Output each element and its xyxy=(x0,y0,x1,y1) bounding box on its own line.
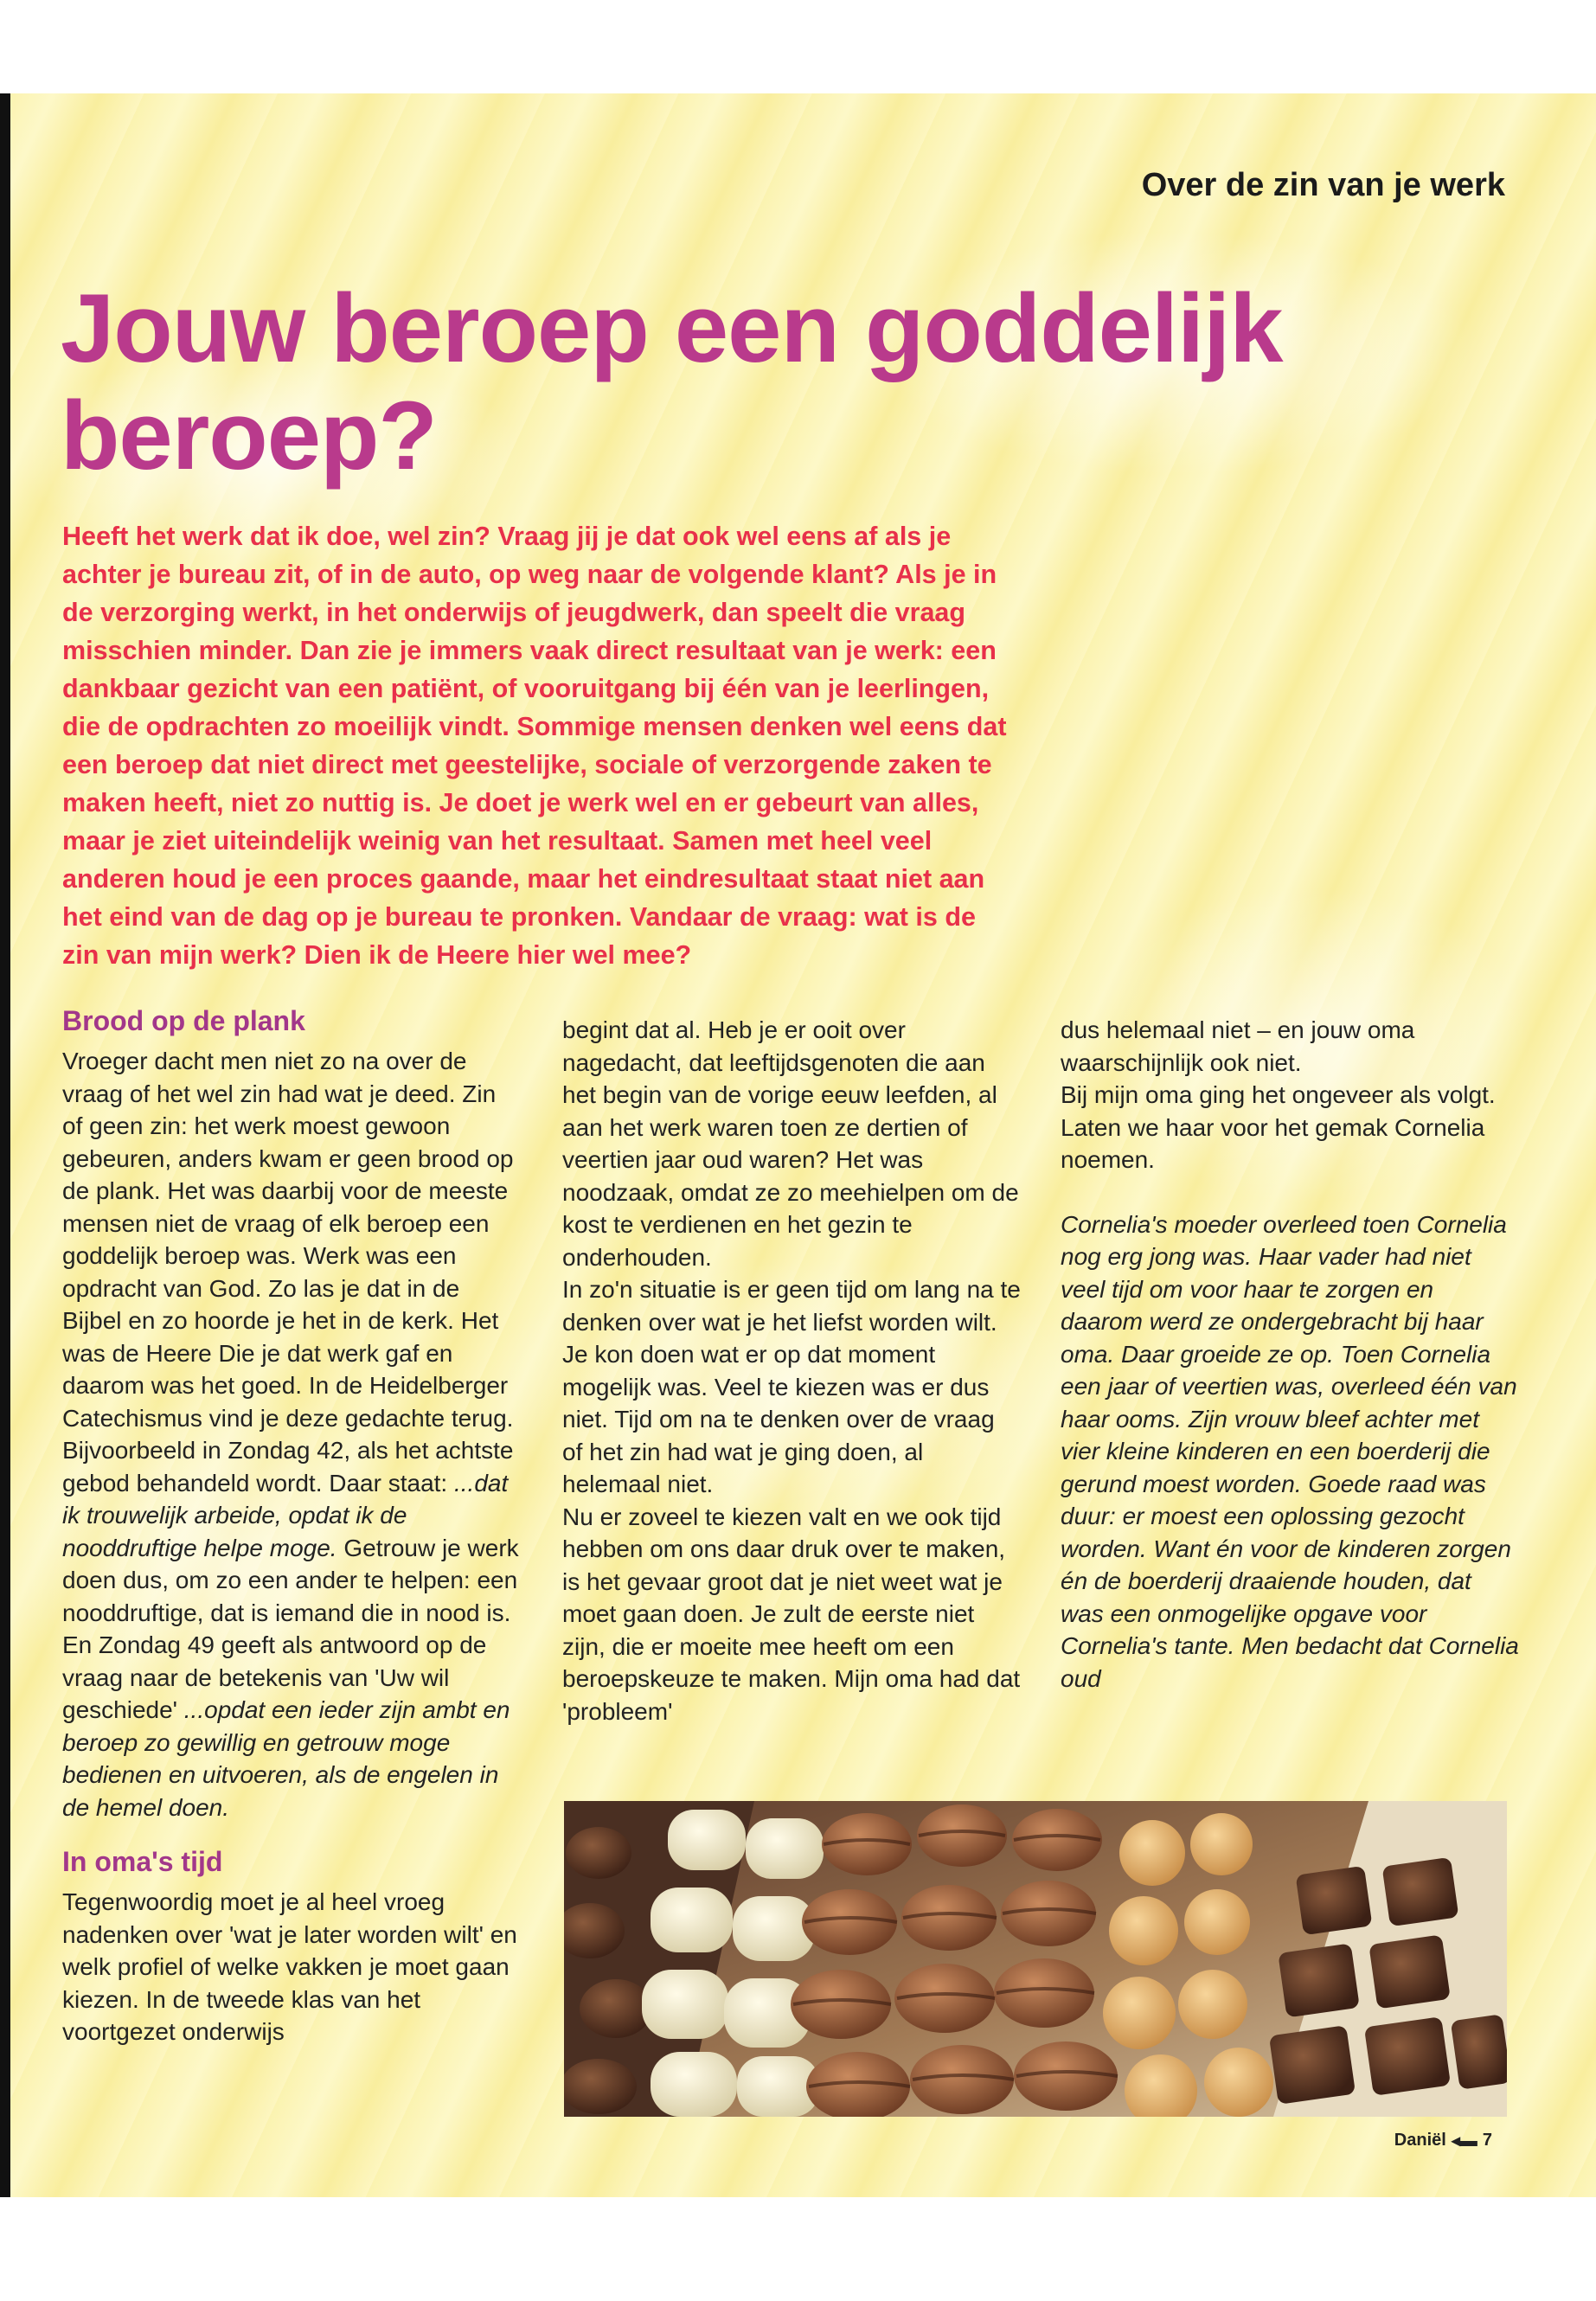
text-span: Getrouw je werk doen dus, om zo een ander te helpen: een nooddruftige, dat is iemand die in nood is. En Zondag 49 geeft als antwoord op de vraag naar de betekenis van 'Uw wil geschiede' xyxy=(62,1534,519,1723)
page-edge-shadow xyxy=(0,93,10,2197)
article-title: Jouw beroep een goddelijk beroep? xyxy=(61,274,1283,490)
paragraph: Nu er zoveel te kiezen valt en we ook tijd hebben om ons daar druk over te maken, is het gevaar groot dat je niet weet wat je moet gaan doen. Je zult de eerste niet zijn, die er moeite mee heeft om een beroepskeuze te maken. Mijn oma had dat 'probleem' xyxy=(562,1503,1021,1725)
quote: ...opdat een ieder zijn ambt en beroep zo gewillig en getrouw moge bedienen en uitvoeren, als de engelen in de hemel doen. xyxy=(62,1696,510,1821)
quote: ...dat ik trouwelijk arbeide, opdat ik de nooddruftige helpe moge. xyxy=(62,1469,509,1561)
column-2 xyxy=(562,1014,1021,1727)
chocolates-photo xyxy=(564,1801,1507,2117)
section-heading-brood: Brood op de plank xyxy=(62,1005,305,1036)
paragraph xyxy=(1061,1208,1519,1695)
paragraph: In zo'n situatie is er geen tijd om lang na te denken over wat je het liefst worden wilt. Je kon doen wat er op dat moment mogelijk was. Veel te kiezen was er dus niet. Tijd om na te denken over de vraag of het zin had wat je ging doen, al helemaal niet. xyxy=(562,1276,1021,1497)
article-lead: Heeft het werk dat ik doe, wel zin? Vraag jij je dat ook wel eens af als je achter je bureau zit, of in de auto, op weg naar de volgende klant? Als je in de verzorging werkt, in het onderwijs of jeugdwerk, dan speelt die vraag misschien minder. Dan zie je immers vaak direct resultaat van je werk: een dankbaar gezicht van een patiënt, of vooruitgang bij één van je leerlingen, die de opdrachten zo moeilijk vindt. Sommige mensen denken wel eens dat een beroep dat niet direct met geestelijke, sociale of verzorgende zaken te maken heeft, niet zo nuttig is. Je doet je werk wel en er gebeurt van alles, maar je ziet uiteindelijk weinig van het resultaat. Samen met heel veel anderen houd je een proces gaande, maar het eindresultaat staat niet aan het eind van de dag op je bureau te pronken. Vandaar de vraag: wat is de zin van mijn werk? Dien ik de Heere hier wel mee? xyxy=(62,522,1007,970)
magazine-name: Daniël xyxy=(1394,2131,1446,2150)
arrow-left-icon: ◂▬ xyxy=(1451,2131,1477,2150)
paragraph: Tegenwoordig moet je al heel vroeg nadenken over 'wat je later worden wilt' en welk profiel of welke vakken je moet gaan kiezen. In de tweede klas van het voortgezet onderwijs xyxy=(62,1888,517,2045)
page-footer xyxy=(1394,2130,1492,2151)
paragraph xyxy=(62,1045,521,1823)
section-heading-oma: In oma's tijd xyxy=(62,1846,223,1877)
section-kicker: Over de zin van je werk xyxy=(1141,167,1505,203)
chocolates-illustration xyxy=(564,1801,1507,2117)
text-span: Vroeger dacht men niet zo na over de vraag of het wel zin had wat je deed. Zin of geen zin: het werk moest gewoon gebeuren, anders kwam er geen brood op de plank. Het was daarbij voor de meeste mensen niet de vraag of elk beroep een goddelijk beroep was. Werk was een opdracht van God. Zo las je dat in de Bijbel en zo hoorde je het in de kerk. Het was de Heere Die je dat werk gaf en daarom was het goed. In de Heidelberger Catechismus vind je deze gedachte terug. Bijvoorbeeld in Zondag 42, als het achtste gebod behandeld wordt. Daar staat: xyxy=(62,1048,514,1497)
paragraph: dus helemaal niet – en jouw oma waarschijnlijk ook niet. xyxy=(1061,1016,1415,1076)
page-number: 7 xyxy=(1482,2131,1492,2150)
paragraph: begint dat al. Heb je er ooit over nagedacht, dat leeftijdsgenoten die aan het begin van de vorige eeuw leefden, al aan het werk waren toen ze dertien of veertien jaar oud waren? Het was noodzaak, omdat ze zo meehielpen om de kost te verdienen en het gezin te onderhouden. xyxy=(562,1016,1019,1271)
column-3 xyxy=(1061,1014,1519,1695)
paragraph: Bij mijn oma ging het ongeveer als volgt. Laten we haar voor het gemak Cornelia noemen. xyxy=(1061,1081,1496,1173)
italic-story: Cornelia's moeder overleed toen Cornelia nog erg jong was. Haar vader had niet veel tijd om voor haar te zorgen en daarom werd ze ondergebracht bij haar oma. Daar groeide ze op. Toen Cornelia een jaar of veertien was, overleed één van haar ooms. Zijn vrouw bleef achter met vier kleine kinderen en een boerderij die gerund moest worden. Goede raad was duur: er moest een oplossing gezocht worden. Want én voor de kinderen zorgen én de boerderij draaiende houden, dat was een onmogelijke opgave voor Cornelia's tante. Men bedacht dat Cornelia oud xyxy=(1061,1210,1519,1692)
column-1 xyxy=(62,1003,521,2048)
